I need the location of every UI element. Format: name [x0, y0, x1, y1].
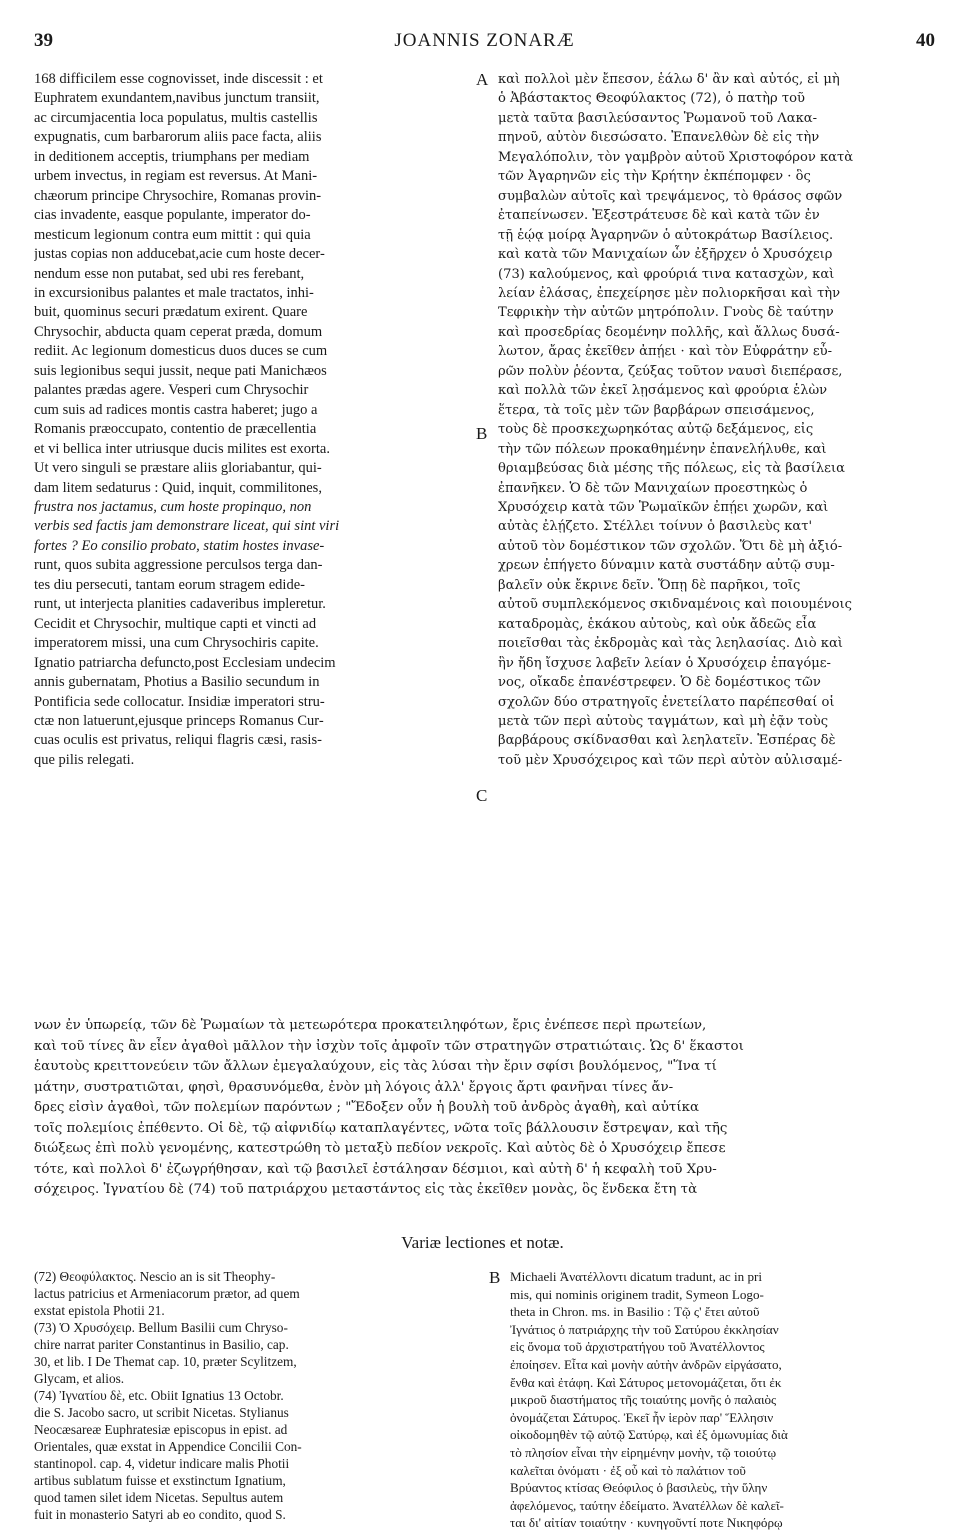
greek-text-line: καὶ πολλοὶ μὲν ἔπεσον, ἑάλω δ' ἂν καὶ αὐτός, εἰ μὴ — [498, 72, 840, 87]
latin-text-line: in excursionibus palantes et male tractatos, inhi- — [34, 284, 314, 301]
latin-text-line: nendum esse non putabat, sed ubi res ferebant, — [34, 265, 305, 282]
latin-text-line: mesticum legionum contra eum mittit : qui quia — [34, 226, 311, 243]
note-line-left: die S. Jacobo sacro, ut scribit Nicetas. Stylianus — [34, 1405, 289, 1420]
greek-text-line: Χρυσόχειρ κατὰ τῶν Ῥωμαϊκῶν ἐπῄει χωρῶν, καὶ — [498, 499, 829, 515]
latin-text-line: cias invadente, easque populante, imperator do- — [34, 207, 311, 224]
latin-text-line: Pontificia sede collocatur. Insidiæ imperatori stru- — [34, 693, 325, 710]
greek-text-line: ἐταπείνωσεν. Ἐξεστράτευσε δὲ καὶ κατὰ τῶν ἐν — [498, 208, 820, 224]
latin-text-line: 168 difficilem esse cognovisset, inde discessit : et — [34, 71, 323, 87]
note-line-right: ὀνομάζεται Σάτυρος. Ἐκεῖ ἦν ἱερὸν παρ' Ἕλλησιν — [510, 1409, 774, 1425]
running-title: JOANNIS ZONARÆ — [394, 30, 575, 51]
note-line-right: mis, qui nominis originem tradit, Symeon Logo- — [510, 1286, 764, 1302]
latin-text-line: expugnatis, cum barbarorum aliis pace facta, aliis — [34, 129, 322, 146]
greek-text-line: Μεγαλόπολιν, τὸν γαμβρὸν αὐτοῦ Χριστοφόρον κατὰ — [498, 149, 854, 165]
greek-text-line: πηνοῦ, αὐτὸν διεσώσατο. Ἐπανελθὼν δὲ εἰς τὴν — [498, 130, 820, 146]
greek-text-line: ποιεῖσθαι τὰς ἐκδρομὰς καὶ τὰς λεηλασίας. Διὸ καὶ — [498, 636, 843, 652]
greek-text-line: βαρβάρους σκίδνασθαι καὶ λεηλατεῖν. Ἑσπέρας δὲ — [498, 733, 836, 749]
greek-text-line: Τεφρικὴν τὴν αὐτῶν μητρόπολιν. Γνοὺς δὲ ταύτην — [498, 305, 834, 321]
margin-mark-b: B — [476, 424, 488, 443]
greek-text-line: καὶ προσεδρίας δεομένην πολλῆς, καὶ ἄλλως δυσά- — [498, 324, 840, 340]
greek-text-line: συμβαλὼν αὐτοῖς καὶ τρεψάμενος, τὸ θράσος σφῶν — [498, 188, 843, 204]
greek-text-line: αὐτὰς ἐλῄζετο. Στέλλει τοίνυν ὁ βασιλεὺς κατ' — [498, 519, 813, 535]
margin-mark-c: C — [476, 786, 488, 805]
greek-text-line: καὶ κατὰ τῶν Μανιχαίων ὧν ἐξῆρχεν ὁ Χρυσόχειρ — [498, 247, 833, 263]
note-line-left: exstat epistola Photii 21. — [34, 1303, 165, 1318]
greek-text-line: καταδρομὰς, ἑκάκου αὐτοὺς, καὶ οὐκ ἄδεῶς εἶα — [498, 616, 817, 632]
greek-text-line: τῇ ἑῴᾳ μοίρᾳ Ἀγαρηνῶν ὁ αὐτοκράτωρ Βασίλειος. — [498, 227, 834, 243]
note-line-right: ἔνθα καὶ ἐτάφη. Καὶ Σάτυρος μετονομάζεται, ὅτι ἐκ — [510, 1374, 782, 1390]
greek-full-text-line: σόχειρος. Ἰγνατίου δὲ (74) τοῦ πατριάρχου μεταστάντος εἰς τὰς ἐκεῖθεν μονὰς, ὃς ἕνδεκα ἔτη τὰ — [34, 1182, 698, 1197]
note-line-left: (74) Ἰγνατίου δὲ, etc. Obiit Ignatius 13 Octobr. — [34, 1388, 284, 1403]
note-line-right: Ἰγνάτιος ὁ πατριάρχης τὴν τοῦ Σατύρου ἐκκλησίαν — [510, 1321, 779, 1337]
latin-text-line: rediit. Ac legionum domesticus duos duces se cum — [34, 343, 328, 360]
margin-mark-notes-b: B — [489, 1268, 501, 1287]
greek-text-line: καὶ πολλὰ τῶν ἐκεῖ λῃσάμενος καὶ φρούρια ἑλὼν — [498, 383, 828, 399]
note-line-right: τὸ πλησίον εἶναι τὴν εἰρημένην μονὴν, τῷ τοιούτῳ — [510, 1444, 777, 1460]
note-line-left: (72) Θεοφύλακτος. Nescio an is sit Theophy- — [34, 1269, 276, 1284]
greek-full-text-line: διώξεως ἐπὶ πολὺ γενομένης, κατεστρώθη τὸ μεταξὺ πεδίον νεκροῖς. Καὶ αὐτὸς δὲ ὁ Χρυσόχειρ ἔπεσε — [34, 1141, 726, 1156]
greek-text-line: νος, οἴκαδε ἐπανέστρεφεν. Ὁ δὲ δομέστικος τῶν — [498, 675, 821, 691]
note-line-left: (73) Ὁ Χρυσόχειρ. Bellum Basilii cum Chryso- — [34, 1320, 288, 1335]
greek-full-text-line: μάτην, συστρατιῶται, φησὶ, θρασυνόμεθα, ἐνὸν μὴ λόγοις ἀλλ' ἔργοις ἄρτι φανῆναι τίνες ἄν- — [34, 1079, 674, 1095]
greek-text-line: (73) καλούμενος, καὶ φρούριά τινα κατασχὼν, καὶ — [498, 266, 835, 282]
latin-text-line: verbis sed factis jam demonstrare liceat, qui sint viri — [34, 518, 340, 535]
note-line-left: fuit in monasterio Satyri ab eo condito, quod S. — [34, 1507, 286, 1522]
greek-text-line: μετὰ ταῦτα βασιλεύσαντος Ῥωμανοῦ τοῦ Λακα- — [498, 110, 818, 126]
greek-text-line: χρεων ἐπήγετο δύναμιν κατὰ συστάδην αὐτῷ συμ- — [498, 558, 835, 574]
greek-text-line: μετὰ τῶν περὶ αὐτοὺς ταγμάτων, καὶ μὴ ἐᾷν τοὺς — [498, 713, 829, 729]
note-line-right: Βρύαντος κτίσας Θεόφιλος ὁ βασιλεὺς, τὴν ὕλην — [510, 1480, 768, 1496]
greek-full-text-line: τότε, καὶ πολλοὶ δ' ἐζωγρήθησαν, καὶ τῷ βασιλεῖ ἐστάλησαν δέσμιοι, καὶ αὐτὴ δ' ἡ κεφαλὴ τοῦ Χρυ- — [34, 1161, 717, 1177]
note-line-left: Glycam, et alios. — [34, 1371, 125, 1386]
latin-text-line: runt, ut interjecta planities cadaveribus impleretur. — [34, 596, 326, 613]
latin-text-line: justas copias non adducebat,acie cum hoste decer- — [34, 246, 325, 263]
greek-text-line: ἐπανῆκεν. Ὁ δὲ τῶν Μανιχαίων προεστηκὼς ὁ — [498, 480, 808, 496]
greek-text-line: αὐτοῦ συμπλεκόμενος σκιδναμένοις καὶ ποιουμένοις — [498, 597, 852, 613]
notes-right-column — [510, 1268, 940, 1532]
greek-text-line: τοῦ μὲν Χρυσόχειρος καὶ τῶν περὶ αὐτὸν αὐλισαμέ- — [498, 752, 843, 768]
note-line-right: ται δι' αἰτίαν τοιαύτην · κυνηγοῦντί ποτε Νικηφόρῳ — [510, 1515, 783, 1531]
latin-text-line: palantes prædas agere. Vesperi cum Chrysochir — [34, 382, 309, 399]
greek-text-line: τοὺς δὲ προσκεχωρηκότας αὐτῷ δεξάμενος, εἰς — [498, 422, 814, 438]
greek-text-line: ρῶν πολὺν ῥέοντα, ζεύξας τοῦτον ναυσὶ διεπέρασε, — [498, 363, 843, 379]
latin-text-line: imperatorem missi, una cum Chrysochiris capite. — [34, 635, 319, 652]
latin-text-line: dam litem sedaturus : Quid, inquit, commilitones, — [34, 479, 322, 496]
note-line-left: lactus patricius et Armeniacorum prætor, ad quem — [34, 1286, 300, 1301]
notes-left-column — [34, 1268, 474, 1523]
note-line-right: οἰκοδομηθὲν τῷ αὐτῷ Σατύρῳ, καὶ ἐξ ὁμωνυμίας διὰ — [510, 1427, 788, 1443]
greek-text-line: αὐτοῦ τὸν δομέστικον τῶν σχολῶν. Ὅτι δὲ μὴ ἀξιό- — [498, 538, 843, 554]
note-line-left: 30, et lib. I De Themat cap. 10, præter Scylitzem, — [34, 1354, 297, 1369]
greek-text-line: σχολῶν δύο στρατηγοῖς ἐνετείλατο παρέπεσθαί οἱ — [498, 694, 835, 710]
latin-text-line: Chrysochir, abducta quam ceperat præda, domum — [34, 323, 323, 340]
margin-mark-a: A — [476, 70, 489, 89]
latin-text-line: cum suis ad radices montis castra haberet; jugo a — [34, 401, 318, 418]
notes-title: Variæ lectiones et notæ. — [401, 1233, 564, 1252]
note-line-left: chire narrat pariter Constantinus in Basilio, cap. — [34, 1337, 289, 1352]
greek-full-text-line: νων ἐν ὑπωρείᾳ, τῶν δὲ Ῥωμαίων τὰ μετεωρότερα προκατειληφότων, ἔρις ἐνέπεσε περὶ πρωτείων, — [34, 1018, 707, 1033]
note-line-right: καλεῖται ὀνόματι · ἐξ οὗ καὶ τὸ παλάτιον τοῦ — [510, 1462, 746, 1478]
greek-full-width-text — [34, 1016, 938, 1201]
latin-text-line: Euphratem exundantem,navibus junctum transiit, — [34, 90, 320, 107]
latin-text-line: Cecidit et Chrysochir, multique capti et vincti ad — [34, 615, 317, 632]
note-line-left: stantinopol. cap. 4, videtur indicare malis Photii — [34, 1456, 290, 1471]
latin-text-line: annis gubernatam, Photius a Basilio secundum in — [34, 674, 320, 691]
greek-text-line: λείαν ἐλάσας, ἐπεχείρησε μὲν πολιορκῆσαι καὶ τὴν — [498, 285, 841, 301]
greek-text-line: βαλεῖν οὐκ ἔκρινε δεῖν. Ὅπῃ δὲ παρῆκοι, τοῖς — [498, 577, 801, 593]
latin-text-line: fortes ? Eo consilio probato, statim hostes invase- — [34, 537, 325, 554]
latin-text-line: ac circumjacentia loca populatus, multis castellis — [34, 109, 318, 126]
greek-text-line: τὴν τῶν πόλεων προκαθημένην ἐπανελήλυθε, καὶ — [498, 441, 827, 457]
latin-text-line: tes diu persecuti, tantam eorum stragem edide- — [34, 576, 305, 593]
greek-full-text-line: δρες εἰσὶν ἀγαθοὶ, τῶν πολεμίων παρόντων ; "Ἔδοξεν οὖν ἡ βουλὴ τοῦ ἀνδρὸς ἀγαθὴ, καὶ αὐτίκα — [34, 1100, 700, 1115]
latin-text-line: Ut vero singuli se præstare aliis gloriabantur, qui- — [34, 460, 322, 477]
greek-text-line: θριαμβεύσας διὰ μέσης τῆς πόλεως, εἰς τὰ βασίλεια — [498, 461, 845, 477]
page-number-left: 39 — [34, 30, 53, 51]
greek-column — [498, 70, 938, 770]
latin-text-line: runt, quos subita aggressione perculsos terga dan- — [34, 557, 323, 574]
latin-text-line: frustra nos jactamus, cum hoste propinquo, non — [34, 498, 312, 515]
note-line-right: εἰς ὄνομα τοῦ ἀρχιστρατήγου τοῦ Ἀνατέλλοντος — [510, 1339, 765, 1355]
note-line-right: Michaeli Ἀνατέλλοντι dicatum tradunt, ac in pri — [510, 1269, 763, 1284]
greek-text-line: ἣν ἤδη ἴσχυσε λαβεῖν λείαν ὁ Χρυσόχειρ ἐπαγόμε- — [498, 655, 831, 671]
note-line-left: Neocæsareæ Euphratesiæ episcopus in epist. ad — [34, 1422, 288, 1437]
note-line-left: Orientales, quæ exstat in Appendice Concilii Con- — [34, 1439, 302, 1454]
latin-text-line: chæorum principe Chrysochire, Romanas provin- — [34, 187, 322, 204]
latin-text-line: ctæ non latuerunt,ejusque princeps Romanus Cur- — [34, 712, 324, 729]
latin-text-line: buit, quominus securi prædatum exirent. Quare — [34, 304, 308, 321]
latin-text-line: Ignatio patriarcha defuncto,post Ecclesiam undecim — [34, 654, 336, 671]
greek-full-text-line: ἑαυτοὺς κρειττονεύειν τῶν ἄλλων ἐμεγαλαύχουν, εἰς τὰς λύσαι τὴν ἔριν σφίσι βουλόμενος, "Ἵνα τί — [34, 1059, 717, 1074]
greek-full-text-line: τοῖς πολεμίοις ἐπέθεντο. Οἱ δὲ, τῷ αἰφνιδίῳ καταπλαγέντες, νῶτα τοῖς βάλλουσιν ἔστρεψαν, καὶ τῆς — [34, 1120, 728, 1136]
greek-text-line: λωτον, ἄρας ἐκεῖθεν ἀπῄει · καὶ τὸν Εὐφράτην εὖ- — [498, 344, 833, 360]
greek-text-line: τῶν Ἀγαρηνῶν εἰς τὴν Κρήτην ἐκπέπομφεν · ὃς — [498, 169, 811, 185]
latin-text-line: et vi bellica inter utriusque ducis milites est exorta. — [34, 440, 330, 457]
latin-column — [34, 70, 466, 770]
note-line-right: theta in Chron. ms. in Basilio : Τῷ ς' ἔτει αὐτοῦ — [510, 1304, 760, 1320]
latin-text-line: Romanis præoccupato, contentio de præcellentia — [34, 421, 317, 438]
note-line-right: ἐποίησεν. Εἶτα καὶ μονὴν αὐτὴν ἀνδρῶν εἰργάσατο, — [510, 1356, 782, 1372]
running-header — [34, 30, 935, 56]
note-line-left: artibus sublatum fuisse et exstinctum Ignatium, — [34, 1473, 286, 1488]
note-line-right: μικροῦ διαστήματος τῆς τοιαύτης μονῆς ὁ παλαιὸς — [510, 1392, 777, 1408]
note-line-left: quod tamen silet idem Nicetas. Sepultus autem — [34, 1490, 284, 1505]
latin-text-line: que pilis relegati. — [34, 751, 135, 768]
latin-text-line: suis legionibus sequi jussit, neque pati Manichæos — [34, 362, 327, 379]
greek-full-text-line: καὶ τοῦ τίνες ἂν εἶεν ἀγαθοὶ μᾶλλον τὴν ἰσχὺν τοῖς ἀμφοῖν τῶν στρατηγῶν στρατιώταις. Ὡς δ' ἕκαστοι — [34, 1038, 744, 1054]
latin-text-line: in deditionem acceptis, triumphans per mediam — [34, 148, 310, 165]
greek-text-line: ἕτερα, τὰ τοῖς μὲν τῶν βαρβάρων σπεισάμενος, — [498, 402, 815, 418]
note-line-right: ἀφελόμενος, ταύτην ἐδείματο. Ἀνατέλλων δὲ καλεῖ- — [510, 1497, 784, 1513]
latin-text-line: cuas oculis est privatus, reliqui flagris cæsi, rasis- — [34, 732, 322, 749]
page-number-right: 40 — [916, 30, 935, 51]
latin-text-line: urbem invectus, in regiam est reversus. At Mani- — [34, 168, 318, 185]
greek-text-line: ὁ Ἀβάστακτος Θεοφύλακτος (72), ὁ πατὴρ τοῦ — [498, 91, 805, 107]
